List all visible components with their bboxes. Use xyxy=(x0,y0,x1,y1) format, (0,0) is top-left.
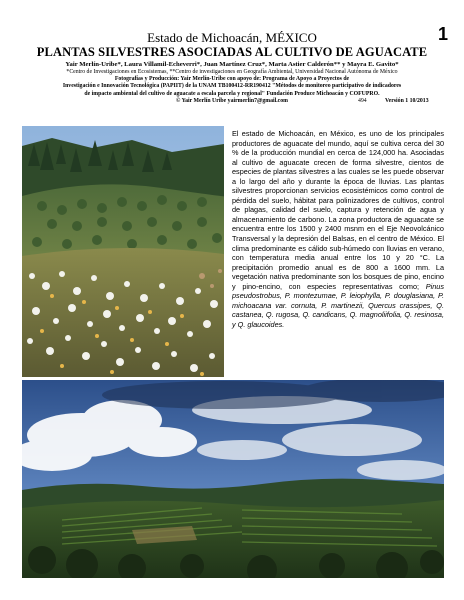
guide-title: PLANTAS SILVESTRES ASOCIADAS AL CULTIVO DE AGUACATE xyxy=(36,45,428,59)
copyright-row xyxy=(0,98,464,105)
species-list: Pinus pseudostrobus, P. montezumae, P. leiophylla, P. douglasiana, P. michoacana var. cornuta, P. martinezii, Quercus crassipes, Q. castanea, Q. rugosa, Q. candicans, Q. magnoliifolia, Q. resinosa, y Q. glaucoides. xyxy=(232,281,444,329)
production-credits: Fotografías y Producción: Yair Merlín-Uribe con apoyo de: Programa de Apoyo a Proyectos de xyxy=(114,76,350,83)
page-id: 494 xyxy=(358,97,367,104)
region-subtitle: Estado de Michoacán, MÉXICO xyxy=(147,30,317,45)
version-label: Versión 1 10/2013 xyxy=(385,97,429,104)
page-number: 1 xyxy=(437,24,448,44)
authors: Yair Merlín-Uribe*, Laura Villamil-Echeverri*, Juan Martínez Cruz*, Marta Astier Calderón** y Mayra E. Gavito* xyxy=(65,61,399,68)
description-text xyxy=(232,129,444,329)
copyright: © Yair Merlín Uribe yairmerlin7@gmail.com xyxy=(176,97,288,104)
funding-line-2: de impacto ambiental del cultivo de aguacate a escala parcela y regional" Fundación Produce Michoacán y COFUPRO. xyxy=(84,90,380,97)
avocado-orchard-photo xyxy=(22,380,444,578)
wildflower-hillside-photo xyxy=(22,126,224,377)
header xyxy=(0,30,464,105)
body-text: El estado de Michoacán, en México, es uno de los principales productores de aguacate del mundo, aquí se cultiva cerca del 30 % de la producción mundial en cerca de 124,000 ha. Asociadas al cultivo de aguacate crecen de forma silvestre, cientos de especies de plantas silvestres a las cuales se les puede observar a lo largo del año y durante la época de lluvias. Las plantas silvestres proporcionan servicios ecosistémicos como control de pérdida del suelo, hábitat para polinizadores de cultivos, control de plagas, calidad del suelo, captura y retención de agua y almacenamiento de carbono. La zona productora de aguacate se encuentra entre los 1500 y 2400 msnm en el Eje Neovolcánico Transversal y la depresión del Balsas, en el centro de México. El clima predominante es cálido sub-húmedo con lluvias en verano, con temperatura media anual entre los 10 y 20 °C. La precipitación promedio anual es de 800 a 1600 mm. La vegetación nativa predominante son los bosques de pino, encino y pino-encino, con especies representativas como; xyxy=(232,129,444,291)
funding-line: Investigación e Innovación Tecnológica (PAPIIT) de la UNAM TB100412-RR190412 "Métodos de monitoreo participativo de indicadores xyxy=(62,83,402,90)
affiliation-line: *Centro de Investigaciones en Ecosistemas, **Centro de investigaciones en Geografía Ambiental, Universidad Nacional Autónoma de México xyxy=(66,69,398,75)
